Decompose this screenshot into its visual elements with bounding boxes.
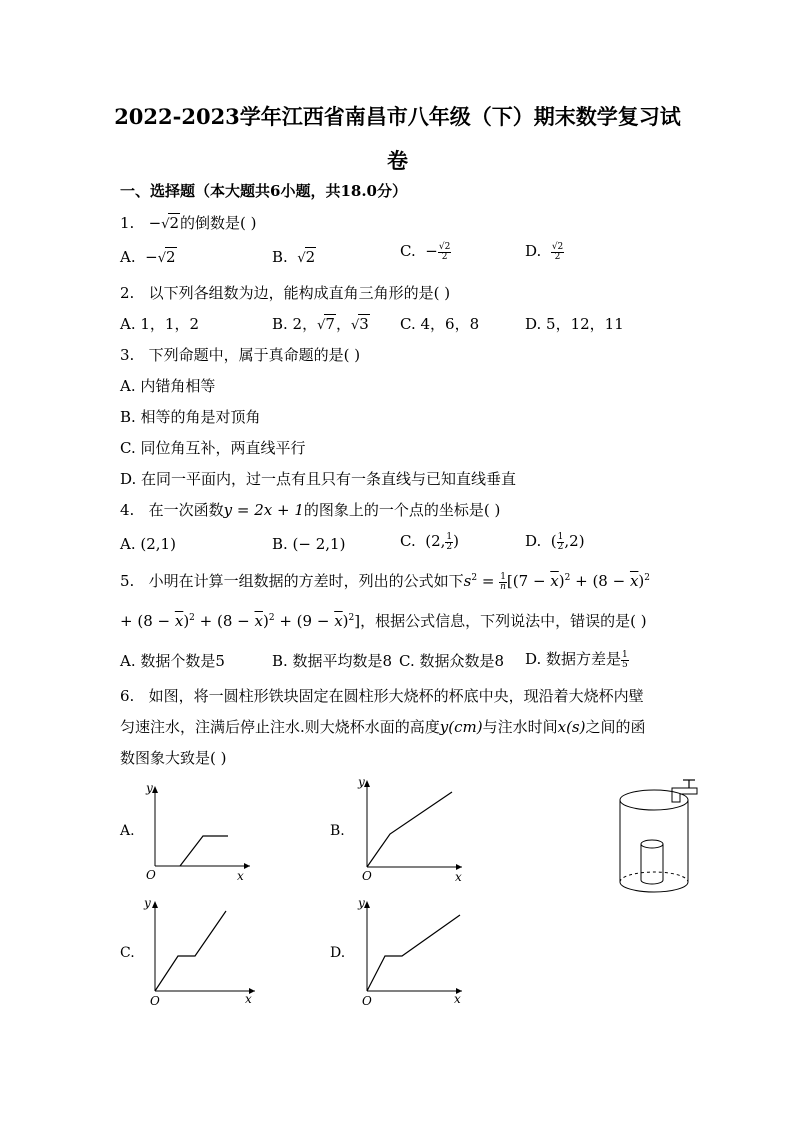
q3-option-b[interactable]: B. 相等的角是对顶角 [120,408,261,426]
graph-c-x-label: x [245,992,252,1006]
question-4: 4. 在一次函数y = 2x + 1的图象上的一个点的坐标是( ) [120,501,501,519]
page-title [110,95,685,183]
graph-a-y-label: y [146,781,153,795]
question-6-line-2: 匀速注水，注满后停止注水.则大烧杯水面的高度y(cm)与注水时间x(s)之间的函 [120,718,646,736]
question-5: 5. 小明在计算一组数据的方差时，列出的公式如下$s^2$ = $\frac{1}{n}$ [$(7 - \overline{x})^2 + (8 - \overline{x})^2$ [120,571,651,592]
q2-option-b[interactable]: B. 2，√7，√3 [272,315,369,333]
graph-b-origin: O [362,869,372,883]
graph-b-x-label: x [455,870,462,884]
graph-d-y-label: y [358,896,365,910]
q1-option-c[interactable]: C. − $\frac{√2}{2}$ [400,241,451,262]
graph-d [352,893,472,1008]
q5-option-c[interactable]: C. 数据众数是8 [399,652,505,670]
q2-option-d[interactable]: D. 5，12，11 [525,315,624,333]
graph-b-y-label: y [358,775,365,789]
q3-option-a[interactable]: A. 内错角相等 [120,377,216,395]
q4-option-b[interactable]: B. (− 2,1) [272,535,346,553]
q4-option-c[interactable]: C. (2, $\frac{1}{2}$ ) [400,531,460,552]
graph-c-y-label: y [144,896,151,910]
q2-option-a[interactable]: A. 1，1，2 [120,315,199,333]
q1-option-b[interactable]: B. √2 [272,248,316,266]
graph-d-x-label: x [454,992,461,1006]
question-1: 1. −√2的倒数是( ) [120,214,257,232]
q5-option-d[interactable]: D. 数据方差是 $\frac{1}{5}$ [525,649,628,670]
graph-c [140,893,265,1008]
graph-c-origin: O [150,994,160,1008]
question-6: 6. 如图，将一圆柱形铁块固定在圆柱形大烧杯的杯底中央，现沿着大烧杯内壁 [120,687,644,705]
beaker-illustration [612,772,707,897]
graph-a-label[interactable]: A. [120,823,135,839]
q3-option-d[interactable]: D. 在同一平面内，过一点有且只有一条直线与已知直线垂直 [120,470,517,488]
graph-c-label[interactable]: C. [120,945,135,961]
graph-a [140,778,260,883]
graph-b [352,772,472,884]
q1-option-d[interactable]: D. $\frac{√2}{2}$ [525,241,564,262]
q4-option-a[interactable]: A. (2,1) [120,535,176,553]
title-line-2: 卷 [387,148,408,173]
q2-option-c[interactable]: C. 4，6，8 [400,315,480,333]
question-3: 3. 下列命题中，属于真命题的是( ) [120,346,361,364]
title-line-1: 2022-2023学年江西省南昌市八年级（下）期末数学复习试 [114,104,681,129]
question-2: 2. 以下列各组数为边，能构成直角三角形的是( ) [120,284,451,302]
graph-a-origin: O [146,868,156,882]
q1-option-a[interactable]: A. −√2 [120,248,176,266]
question-6-line-3: 数图象大致是( ) [120,749,227,767]
q4-option-d[interactable]: D. ( $\frac{1}{2}$ ,2) [525,531,585,552]
question-5-line-2: + $(8 - \overline{x})^2 + (8 - \overline{x})^2 + (9 - \overline{x})^2$]，根据公式信息，下列说法中，错误的是( ) [120,612,647,630]
graph-d-label[interactable]: D. [330,945,346,961]
q3-option-c[interactable]: C. 同位角互补，两直线平行 [120,439,306,457]
graph-a-x-label: x [237,869,244,883]
graph-d-origin: O [362,994,372,1008]
graph-b-label[interactable]: B. [330,823,345,839]
q5-option-a[interactable]: A. 数据个数是5 [120,652,225,670]
q5-option-b[interactable]: B. 数据平均数是8 [272,652,393,670]
section-heading: 一、选择题（本大题共6小题，共18.0分） [120,182,407,200]
